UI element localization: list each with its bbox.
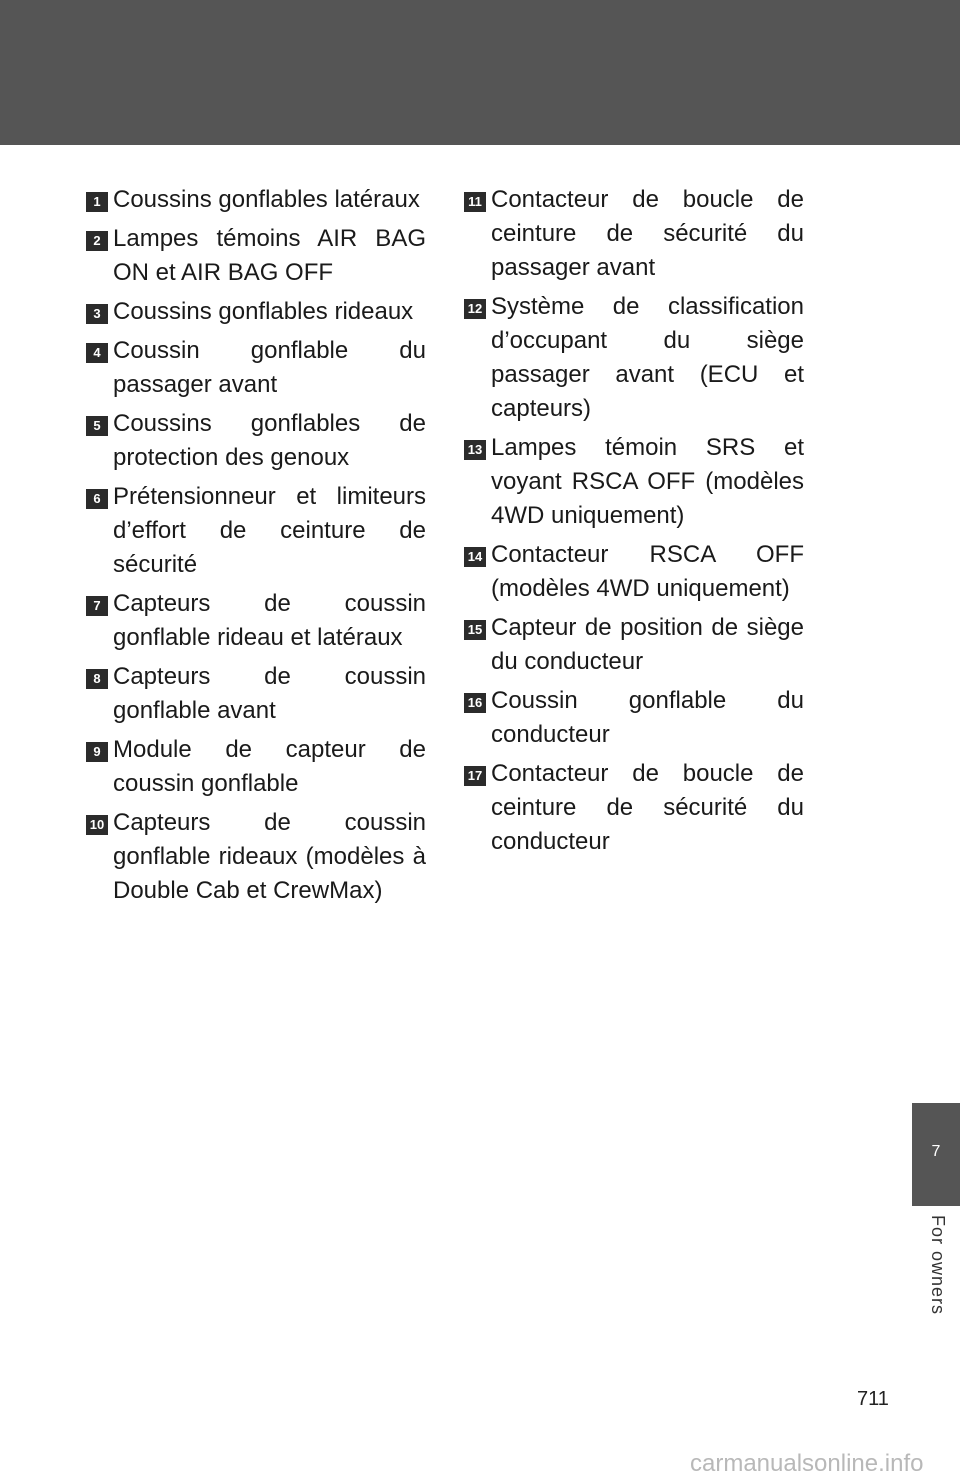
item-text: Coussins gonflables latéraux bbox=[113, 186, 420, 213]
list-item bbox=[86, 587, 426, 655]
right-column bbox=[464, 183, 804, 864]
item-number-badge: 4 bbox=[86, 343, 108, 363]
list-item bbox=[464, 183, 804, 285]
item-number-badge: 6 bbox=[86, 489, 108, 509]
item-number-badge: 14 bbox=[464, 547, 486, 567]
list-item bbox=[86, 480, 426, 582]
list-item bbox=[86, 222, 426, 290]
item-number-badge: 12 bbox=[464, 299, 486, 319]
item-number-badge: 15 bbox=[464, 620, 486, 640]
list-item bbox=[86, 183, 426, 217]
header-band bbox=[0, 0, 960, 145]
left-column bbox=[86, 183, 426, 913]
list-item bbox=[86, 660, 426, 728]
item-number-badge: 9 bbox=[86, 742, 108, 762]
list-item bbox=[464, 684, 804, 752]
watermark: carmanualsonline.info bbox=[690, 1450, 924, 1477]
list-item bbox=[86, 733, 426, 801]
list-item bbox=[86, 806, 426, 908]
item-text: Coussin gonflable du conducteur bbox=[491, 687, 804, 748]
item-text: Capteurs de coussin gonflable avant bbox=[113, 663, 426, 724]
item-text: Prétensionneur et limiteurs d’effort de ceinture de sécurité bbox=[113, 483, 426, 578]
list-item bbox=[464, 538, 804, 606]
list-item bbox=[86, 334, 426, 402]
chapter-label: For owners bbox=[928, 1215, 948, 1316]
chapter-number: 7 bbox=[931, 1143, 941, 1160]
item-text: Coussin gonflable du passager avant bbox=[113, 337, 426, 398]
item-number-badge: 3 bbox=[86, 304, 108, 324]
item-text: Capteurs de coussin gonflable rideau et latéraux bbox=[113, 590, 426, 651]
item-text: Coussins gonflables de protection des genoux bbox=[113, 410, 426, 471]
item-text: Module de capteur de coussin gonflable bbox=[113, 736, 426, 797]
item-text: Capteur de position de siège du conducteur bbox=[491, 614, 804, 675]
item-text: Contacteur de boucle de ceinture de sécurité du conducteur bbox=[491, 760, 804, 855]
item-text: Contacteur de boucle de ceinture de sécurité du passager avant bbox=[491, 186, 804, 281]
item-text: Contacteur RSCA OFF (modèles 4WD uniquement) bbox=[491, 541, 804, 602]
item-number-badge: 13 bbox=[464, 440, 486, 460]
item-number-badge: 10 bbox=[86, 815, 108, 835]
item-text: Lampes témoins AIR BAG ON et AIR BAG OFF bbox=[113, 225, 426, 286]
chapter-tab bbox=[912, 1103, 960, 1206]
list-item bbox=[464, 290, 804, 426]
list-item bbox=[464, 611, 804, 679]
item-text: Capteurs de coussin gonflable rideaux (modèles à Double Cab et CrewMax) bbox=[113, 809, 426, 904]
page-number: 711 bbox=[857, 1388, 889, 1410]
list-item bbox=[464, 757, 804, 859]
item-number-badge: 7 bbox=[86, 596, 108, 616]
list-item bbox=[86, 407, 426, 475]
item-number-badge: 5 bbox=[86, 416, 108, 436]
item-number-badge: 16 bbox=[464, 693, 486, 713]
list-item bbox=[464, 431, 804, 533]
item-number-badge: 2 bbox=[86, 231, 108, 251]
item-number-badge: 1 bbox=[86, 192, 108, 212]
item-text: Coussins gonflables rideaux bbox=[113, 298, 414, 325]
item-number-badge: 11 bbox=[464, 192, 486, 212]
list-item bbox=[86, 295, 426, 329]
item-text: Lampes témoin SRS et voyant RSCA OFF (modèles 4WD uniquement) bbox=[491, 434, 804, 529]
item-number-badge: 17 bbox=[464, 766, 486, 786]
item-number-badge: 8 bbox=[86, 669, 108, 689]
item-text: Système de classification d’occupant du siège passager avant (ECU et capteurs) bbox=[491, 293, 804, 422]
